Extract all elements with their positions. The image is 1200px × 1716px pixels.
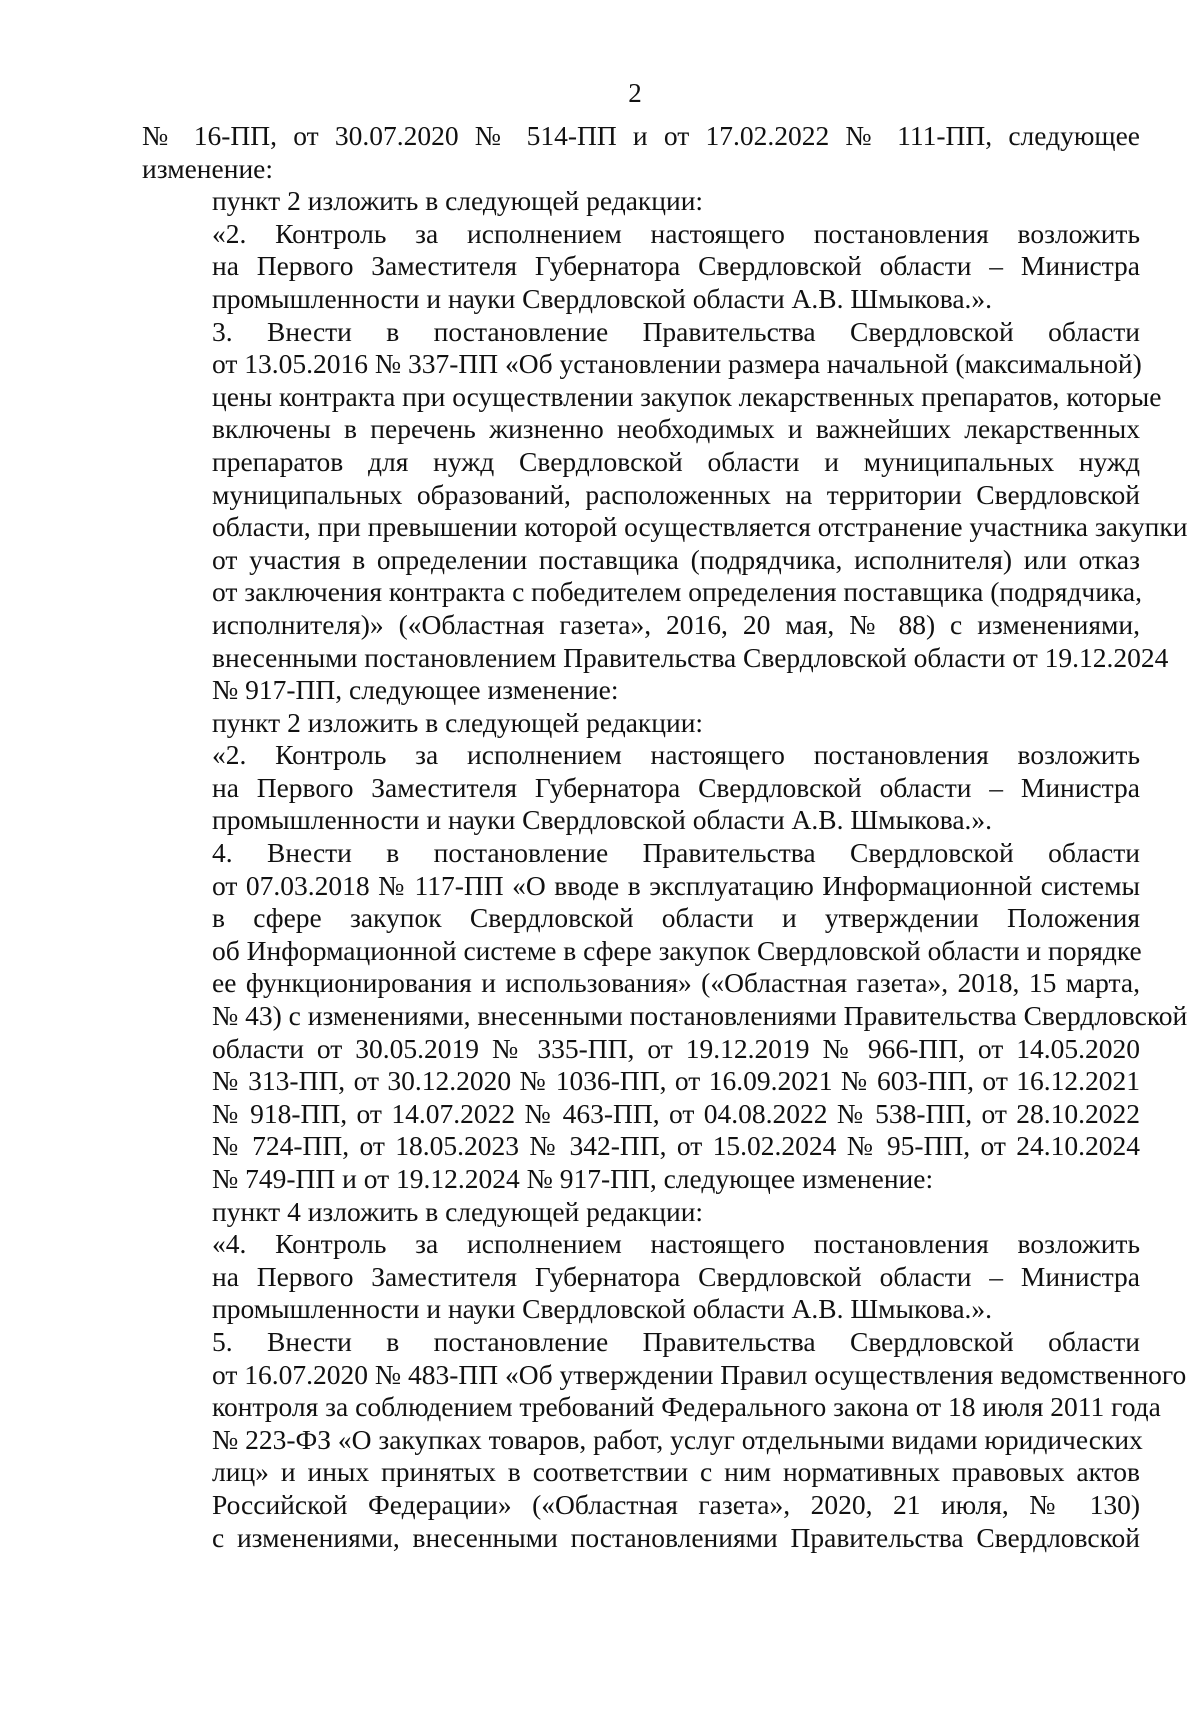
text-line: от участия в определении поставщика (подрядчика, исполнителя) или отказ	[212, 543, 1140, 575]
text-line: № 223-ФЗ «О закупках товаров, работ, услуг отдельными видами юридических	[212, 1423, 1143, 1455]
paragraph	[142, 1325, 1187, 1554]
text-line: от 16.07.2020 № 483-ПП «Об утверждении Правил осуществления ведомственного	[212, 1358, 1187, 1390]
text-line: на Первого Заместителя Губернатора Свердловской области – Министра	[212, 250, 1140, 282]
paragraph	[142, 837, 1188, 1196]
paragraph	[142, 185, 1140, 218]
text-line: № 724-ПП, от 18.05.2023 № 342-ПП, от 15.02.2024 № 95-ПП, от 24.10.2024	[212, 1130, 1140, 1162]
document-body	[142, 120, 1188, 1554]
text-line: изменение:	[142, 152, 274, 184]
text-line: «2. Контроль за исполнением настоящего постановления возложить	[212, 217, 1140, 249]
text-line: области от 30.05.2019 № 335-ПП, от 19.12.2019 № 966-ПП, от 14.05.2020	[212, 1032, 1140, 1064]
text-line: 5. Внести в постановление Правительства Свердловской области	[212, 1325, 1140, 1357]
text-line: контроля за соблюдением требований Федерального закона от 18 июля 2011 года	[212, 1391, 1161, 1423]
text-line: от заключения контракта с победителем определения поставщика (подрядчика,	[212, 576, 1143, 608]
paragraph	[142, 1196, 1140, 1229]
text-line: 4. Внести в постановление Правительства Свердловской области	[212, 837, 1140, 869]
text-line: от 13.05.2016 № 337-ПП «Об установлении размера начальной (максимальной)	[212, 348, 1142, 380]
paragraph	[142, 315, 1188, 707]
page-number: 2	[628, 78, 642, 108]
text-line: пункт 2 изложить в следующей редакции:	[212, 706, 704, 738]
text-line: исполнителя)» («Областная газета», 2016, 20 мая, № 88) с изменениями,	[212, 608, 1140, 640]
text-line: «4. Контроль за исполнением настоящего постановления возложить	[212, 1228, 1140, 1260]
text-line: № 313-ПП, от 30.12.2020 № 1036-ПП, от 16.09.2021 № 603-ПП, от 16.12.2021	[212, 1065, 1140, 1097]
text-line: области, при превышении которой осуществляется отстранение участника закупки	[212, 511, 1188, 543]
paragraph	[142, 120, 1140, 185]
text-line: № 917-ПП, следующее изменение:	[212, 674, 619, 706]
text-line: ее функционирования и использования» («Областная газета», 2018, 15 марта,	[212, 967, 1140, 999]
text-line: лиц» и иных принятых в соответствии с ним нормативных правовых актов	[212, 1456, 1140, 1488]
text-line: пункт 2 изложить в следующей редакции:	[212, 185, 704, 217]
text-line: муниципальных образований, расположенных на территории Свердловской	[212, 478, 1140, 510]
text-line: с изменениями, внесенными постановлениями Правительства Свердловской	[212, 1521, 1140, 1553]
paragraph	[142, 739, 1140, 837]
text-line: внесенными постановлением Правительства Свердловской области от 19.12.2024	[212, 641, 1169, 673]
text-line: в сфере закупок Свердловской области и утверждении Положения	[212, 902, 1140, 934]
text-line: «2. Контроль за исполнением настоящего постановления возложить	[212, 739, 1140, 771]
text-line: промышленности и науки Свердловской области А.В. Шмыкова.».	[212, 282, 993, 314]
text-line: препаратов для нужд Свердловской области и муниципальных нужд	[212, 445, 1140, 477]
text-line: № 43) с изменениями, внесенными постановлениями Правительства Свердловской	[212, 1000, 1188, 1032]
text-line: Российской Федерации» («Областная газета», 2020, 21 июля, № 130)	[212, 1488, 1140, 1520]
paragraph	[142, 1228, 1140, 1326]
text-line: № 16-ПП, от 30.07.2020 № 514-ПП и от 17.02.2022 № 111-ПП, следующее	[142, 120, 1140, 151]
text-line: на Первого Заместителя Губернатора Свердловской области – Министра	[212, 1260, 1140, 1292]
text-line: пункт 4 изложить в следующей редакции:	[212, 1195, 704, 1227]
text-line: включены в перечень жизненно необходимых и важнейших лекарственных	[212, 413, 1140, 445]
text-line: промышленности и науки Свердловской области А.В. Шмыкова.».	[212, 804, 993, 836]
text-line: № 749-ПП и от 19.12.2024 № 917-ПП, следующее изменение:	[212, 1163, 934, 1194]
text-line: промышленности и науки Свердловской области А.В. Шмыкова.».	[212, 1293, 993, 1325]
text-line: об Информационной системе в сфере закупок Свердловской области и порядке	[212, 934, 1142, 966]
paragraph	[142, 218, 1140, 316]
text-line: № 918-ПП, от 14.07.2022 № 463-ПП, от 04.08.2022 № 538-ПП, от 28.10.2022	[212, 1097, 1140, 1129]
text-line: цены контракта при осуществлении закупок лекарственных препаратов, которые	[212, 380, 1162, 412]
text-line: 3. Внести в постановление Правительства Свердловской области	[212, 315, 1140, 347]
text-line: от 07.03.2018 № 117-ПП «О вводе в эксплуатацию Информационной системы	[212, 869, 1140, 901]
paragraph	[142, 707, 1140, 740]
text-line: на Первого Заместителя Губернатора Свердловской области – Министра	[212, 771, 1140, 803]
